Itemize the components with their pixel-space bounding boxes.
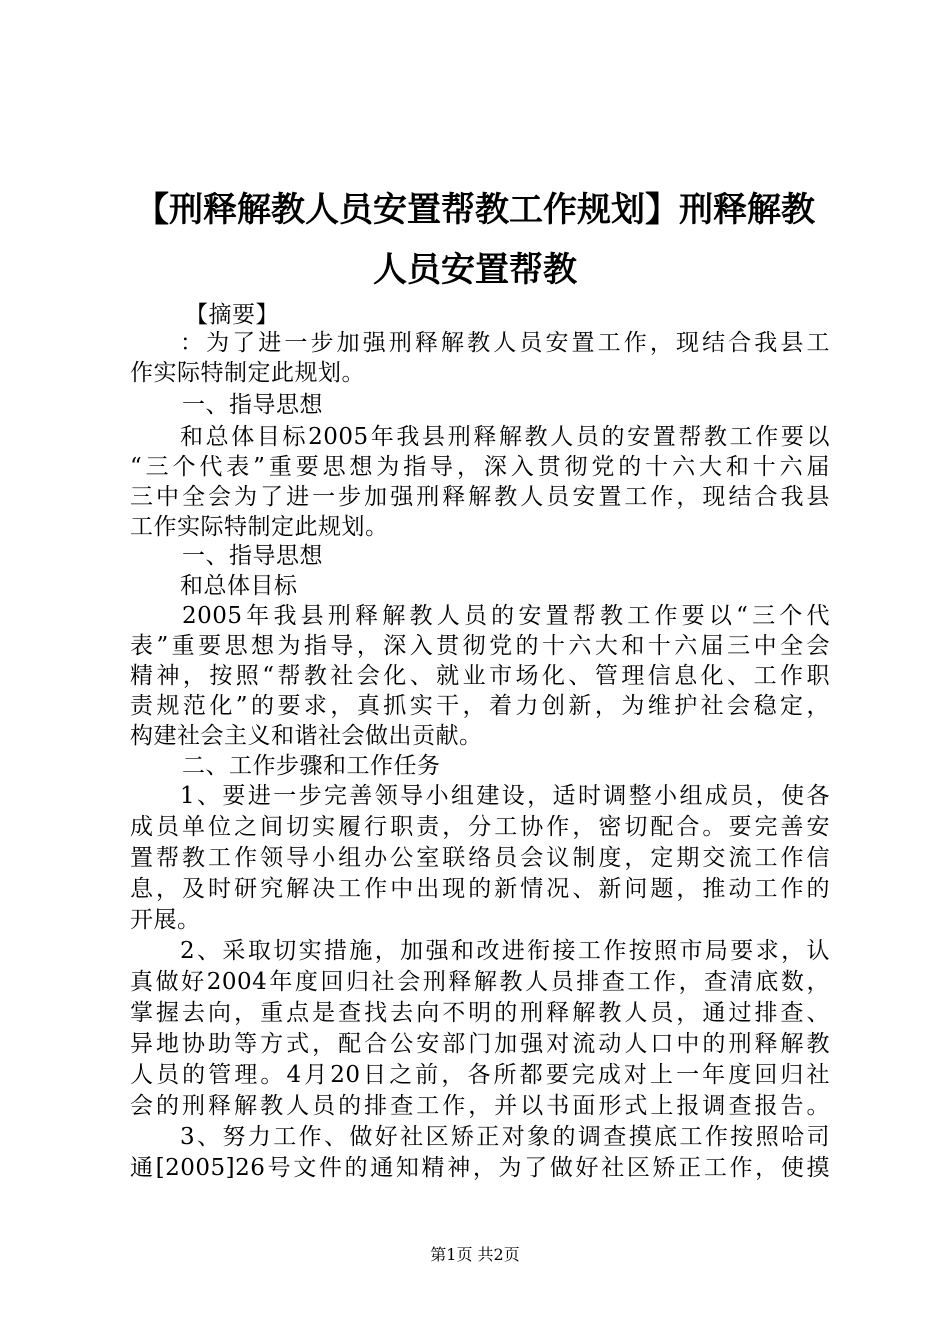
body-line: 表”重要思想为指导，深入贯彻党的十六大和十六届三中全会 xyxy=(130,633,830,659)
section-heading: 一、指导思想 xyxy=(182,543,323,569)
body-line: 人员的管理。4月20日之前，各所都要完成对上一年度回归社 xyxy=(130,1062,830,1088)
abstract-heading: 【摘要】 xyxy=(185,302,279,328)
body-line: 三中全会为了进一步加强刑释解教人员安置工作，现结合我县 xyxy=(130,484,830,510)
body-line: 构建社会主义和谐社会做出贡献。 xyxy=(130,723,483,749)
document-title-line-1: 【刑释解教人员安置帮教工作规划】刑释解教 xyxy=(135,190,815,230)
body-line: 1、要进一步完善领导小组建设，适时调整小组成员，使各 xyxy=(180,783,830,809)
body-line: 异地协助等方式，配合公安部门加强对流动人口中的刑释解教 xyxy=(130,1031,830,1057)
body-line: 3、努力工作、做好社区矫正对象的调查摸底工作按照哈司 xyxy=(180,1124,830,1150)
page-footer: 第1页 共2页 xyxy=(430,1245,520,1264)
body-line: ：为了进一步加强刑释解教人员安置工作，现结合我县工 xyxy=(180,330,830,356)
body-line: 责规范化”的要求，真抓实干，着力创新，为维护社会稳定， xyxy=(130,693,830,719)
body-line: 息，及时研究解决工作中出现的新情况、新问题，推动工作的 xyxy=(130,876,830,902)
body-line: 和总体目标2005年我县刑释解教人员的安置帮教工作要以 xyxy=(180,424,830,450)
body-line: 工作实际特制定此规划。 xyxy=(130,514,389,540)
body-line: 和总体目标 xyxy=(180,573,298,599)
body-line: 真做好2004年度回归社会刑释解教人员排查工作，查清底数， xyxy=(130,969,830,995)
body-line: 成员单位之间切实履行职责，分工协作，密切配合。要完善安 xyxy=(130,814,830,840)
body-line: 掌握去向，重点是查找去向不明的刑释解教人员，通过排查、 xyxy=(130,1000,830,1026)
body-line: 2、采取切实措施，加强和改进衔接工作按照市局要求，认 xyxy=(180,938,830,964)
body-line: 通[2005]26号文件的通知精神，为了做好社区矫正工作，使摸 xyxy=(130,1155,830,1181)
body-line: 置帮教工作领导小组办公室联络员会议制度，定期交流工作信 xyxy=(130,845,830,871)
section-heading: 一、指导思想 xyxy=(182,392,323,418)
body-line: 会的刑释解教人员的排查工作，并以书面形式上报调查报告。 xyxy=(130,1093,830,1119)
body-line: 作实际特制定此规划。 xyxy=(130,360,365,386)
body-line: “三个代表”重要思想为指导，深入贯彻党的十六大和十六届 xyxy=(130,454,830,480)
body-line: 开展。 xyxy=(130,907,201,933)
body-line: 2005年我县刑释解教人员的安置帮教工作要以“三个代 xyxy=(182,603,830,629)
section-heading: 二、工作步骤和工作任务 xyxy=(182,753,441,779)
document-title-line-2: 人员安置帮教 xyxy=(373,250,577,290)
body-line: 精神，按照“帮教社会化、就业市场化、管理信息化、工作职 xyxy=(130,663,830,689)
